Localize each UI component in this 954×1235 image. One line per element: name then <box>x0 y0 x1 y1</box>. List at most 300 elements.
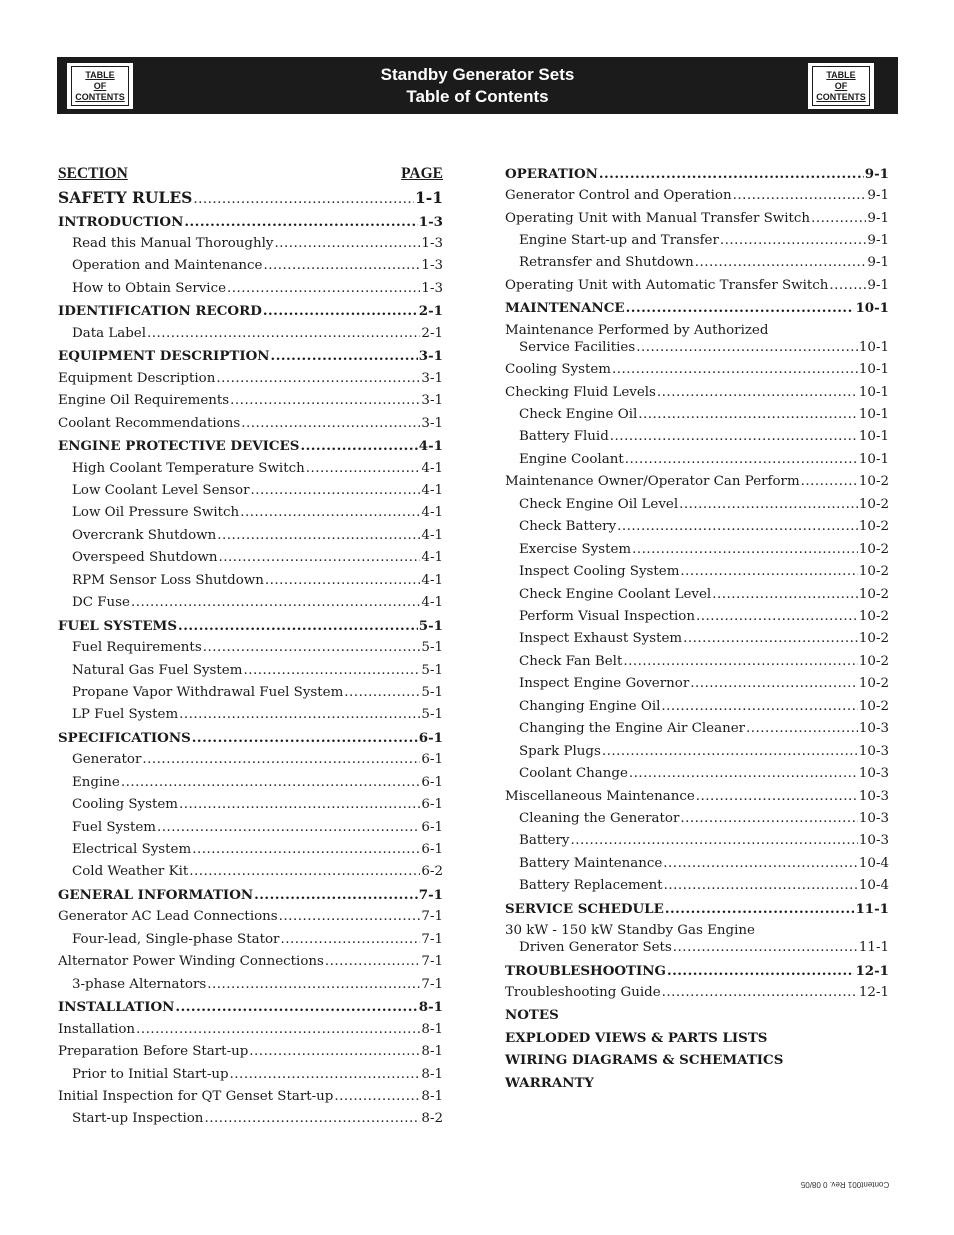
dot-leader <box>271 346 418 366</box>
toc-entry-label: Cleaning the Generator <box>519 811 680 826</box>
dot-leader <box>829 276 866 296</box>
title-line-2: Table of Contents <box>406 87 549 106</box>
dot-leader <box>230 1065 421 1085</box>
toc-entry[interactable] <box>58 593 443 613</box>
toc-entry-page: 5-1 <box>421 685 443 700</box>
toc-entry-page: 1-1 <box>414 188 443 207</box>
toc-entry[interactable] <box>58 188 443 208</box>
dot-leader <box>683 629 858 649</box>
toc-entry-page: 10-3 <box>858 811 889 826</box>
toc-entry[interactable] <box>58 952 443 972</box>
dot-leader <box>230 391 420 411</box>
dot-leader <box>216 369 420 389</box>
toc-entry-page: 4-1 <box>421 461 443 476</box>
toc-entry-label: Four-lead, Single-phase Stator <box>72 932 280 947</box>
toc-entry-page: 9-1 <box>867 188 889 203</box>
toc-entry-label: Driven Generator Sets <box>519 940 672 955</box>
toc-entry[interactable] <box>58 369 443 389</box>
dot-leader <box>142 750 420 770</box>
toc-entry[interactable] <box>58 705 443 725</box>
dot-leader <box>629 764 858 784</box>
toc-entry-label: WIRING DIAGRAMS & SCHEMATICS <box>505 1052 784 1068</box>
dot-leader <box>667 961 855 981</box>
dot-leader <box>280 930 420 950</box>
toc-entry-page: 5-1 <box>421 663 443 678</box>
toc-entry[interactable] <box>505 585 889 605</box>
toc-entry[interactable] <box>505 472 889 492</box>
toc-entry-label: Propane Vapor Withdrawal Fuel System <box>72 685 344 700</box>
toc-entry-page: 5-1 <box>418 618 443 634</box>
dot-leader <box>690 674 858 694</box>
toc-entry[interactable] <box>505 405 889 425</box>
dot-leader <box>626 298 855 318</box>
toc-entry-label: Overcrank Shutdown <box>72 528 217 543</box>
toc-entry-page: 1-3 <box>418 214 443 230</box>
toc-entry-label: Exercise System <box>519 542 632 557</box>
toc-entry-label: Check Engine Coolant Level <box>519 587 712 602</box>
toc-entry-label: Retransfer and Shutdown <box>519 255 694 270</box>
toc-entry-page: 10-2 <box>858 497 889 512</box>
toc-button-word: OF <box>93 80 107 91</box>
toc-entry[interactable] <box>505 961 889 981</box>
dot-leader <box>254 885 418 905</box>
toc-button-word: TABLE <box>85 69 115 80</box>
toc-entry[interactable] <box>58 907 443 927</box>
toc-entry[interactable] <box>58 1087 443 1107</box>
dot-leader <box>664 876 858 896</box>
dot-leader <box>189 862 420 882</box>
toc-entry[interactable] <box>505 517 889 537</box>
dot-leader <box>638 405 858 425</box>
dot-leader <box>746 719 858 739</box>
toc-entry-label: Perform Visual Inspection <box>519 609 695 624</box>
toc-entry-page: 10-4 <box>858 878 889 893</box>
toc-entry-label: Coolant Change <box>519 766 628 781</box>
dot-leader <box>207 975 420 995</box>
toc-entry[interactable] <box>505 607 889 627</box>
toc-entry[interactable] <box>58 975 443 995</box>
toc-entry-page: 5-1 <box>421 707 443 722</box>
dot-leader <box>179 705 420 725</box>
toc-entry-label: Equipment Description <box>58 371 216 386</box>
toc-entry-page: 10-3 <box>858 789 889 804</box>
dot-leader <box>636 338 858 358</box>
dot-leader <box>121 773 421 793</box>
toc-entry-label: Fuel System <box>72 820 156 835</box>
toc-entry-label: OPERATION <box>505 166 598 182</box>
toc-entry-page: 4-1 <box>421 505 443 520</box>
toc-entry[interactable] <box>505 983 889 1003</box>
dot-leader <box>279 907 421 927</box>
table-of-contents-button-left[interactable] <box>67 63 133 109</box>
toc-entry[interactable] <box>58 324 443 344</box>
toc-entry-page: 1-3 <box>421 258 443 273</box>
toc-entry[interactable] <box>58 234 443 254</box>
dot-leader <box>801 472 858 492</box>
header-bar <box>57 57 898 114</box>
toc-entry[interactable] <box>505 562 889 582</box>
toc-entry-page: 8-1 <box>421 1089 443 1104</box>
toc-entry-page: 11-1 <box>858 940 889 955</box>
toc-entry-label: Miscellaneous Maintenance <box>505 789 695 804</box>
toc-entry[interactable] <box>58 728 443 748</box>
toc-entry[interactable] <box>505 1005 889 1025</box>
toc-entry-page: 9-1 <box>867 255 889 270</box>
dot-leader <box>665 899 855 919</box>
toc-entry-label: Overspeed Shutdown <box>72 550 218 565</box>
toc-entry[interactable] <box>505 383 889 403</box>
dot-leader <box>663 854 858 874</box>
toc-entry[interactable] <box>58 1109 443 1129</box>
dot-leader <box>178 616 418 636</box>
toc-entry-label: Battery Maintenance <box>519 856 663 871</box>
toc-entry-label: LP Fuel System <box>72 707 179 722</box>
dot-leader <box>184 212 417 232</box>
dot-leader <box>203 638 421 658</box>
toc-entry-page: 9-1 <box>867 211 889 226</box>
toc-entry[interactable] <box>58 414 443 434</box>
toc-entry[interactable] <box>58 548 443 568</box>
toc-entry[interactable] <box>58 997 443 1017</box>
toc-entry[interactable] <box>505 231 889 251</box>
dot-leader <box>227 279 420 299</box>
toc-entry-page: 7-1 <box>421 909 443 924</box>
toc-entry[interactable] <box>58 616 443 636</box>
toc-entry[interactable] <box>58 346 443 366</box>
toc-entry-label: 30 kW - 150 kW Standby Gas Engine <box>505 923 755 938</box>
toc-entry-page: 11-1 <box>855 901 889 917</box>
toc-entry[interactable] <box>58 503 443 523</box>
dot-leader <box>334 1087 420 1107</box>
toc-entry-label: Battery <box>519 833 570 848</box>
toc-entry-label: RPM Sensor Loss Shutdown <box>72 573 264 588</box>
toc-entry-page: 6-1 <box>421 842 443 857</box>
toc-entry[interactable] <box>505 652 889 672</box>
dot-leader <box>662 983 858 1003</box>
toc-entry-page: 10-3 <box>858 744 889 759</box>
toc-button-word: CONTENTS <box>816 91 866 102</box>
toc-entry-page: 1-3 <box>421 236 443 251</box>
toc-entry-label: Spark Plugs <box>519 744 601 759</box>
toc-entry[interactable] <box>58 1042 443 1062</box>
toc-entry-page: 10-3 <box>858 766 889 781</box>
toc-entry-page: 10-1 <box>858 452 889 467</box>
toc-entry[interactable] <box>58 930 443 950</box>
toc-entry-label: How to Obtain Service <box>72 281 227 296</box>
toc-entry-label: Operating Unit with Automatic Transfer Switch <box>505 278 829 293</box>
toc-entry-page: 10-2 <box>858 699 889 714</box>
toc-entry[interactable] <box>505 495 889 515</box>
toc-entry-label: TROUBLESHOOTING <box>505 963 666 979</box>
dot-leader <box>696 607 858 627</box>
toc-entry-page: 9-1 <box>867 278 889 293</box>
toc-entry-label: Battery Replacement <box>519 878 663 893</box>
toc-entry-page: 6-1 <box>421 797 443 812</box>
toc-entry-label: Generator AC Lead Connections <box>58 909 278 924</box>
toc-entry-label: EQUIPMENT DESCRIPTION <box>58 348 270 364</box>
toc-entry-label: SERVICE SCHEDULE <box>505 901 664 917</box>
toc-entry-label: ENGINE PROTECTIVE DEVICES <box>58 438 300 454</box>
dot-leader <box>249 1042 420 1062</box>
toc-entry-label: GENERAL INFORMATION <box>58 887 254 903</box>
toc-entry-label: Operation and Maintenance <box>72 258 263 273</box>
toc-entry[interactable] <box>505 831 889 851</box>
toc-entry-label: Data Label <box>72 326 146 341</box>
document-code: Content001 Rev. 0 08/05 <box>800 1180 890 1189</box>
toc-entry-page: 1-3 <box>421 281 443 296</box>
dot-leader <box>733 186 867 206</box>
toc-entry[interactable] <box>58 661 443 681</box>
toc-entry-label: FUEL SYSTEMS <box>58 618 178 634</box>
toc-entry[interactable] <box>505 186 889 206</box>
dot-leader <box>179 795 420 815</box>
dot-leader <box>720 231 867 251</box>
toc-entry[interactable] <box>505 427 889 447</box>
toc-entry[interactable] <box>58 301 443 321</box>
toc-entry[interactable] <box>505 719 889 739</box>
toc-entry[interactable] <box>505 938 889 958</box>
dot-leader <box>599 164 864 184</box>
toc-entry-label: Low Oil Pressure Switch <box>72 505 240 520</box>
toc-entry-label: Maintenance Performed by Authorized <box>505 323 769 338</box>
dot-leader <box>263 301 418 321</box>
toc-entry[interactable] <box>505 854 889 874</box>
toc-entry[interactable] <box>58 638 443 658</box>
toc-entry[interactable] <box>505 450 889 470</box>
toc-entry[interactable] <box>505 540 889 560</box>
dot-leader <box>602 742 858 762</box>
toc-entry-page: 8-1 <box>421 1067 443 1082</box>
dot-leader <box>240 503 420 523</box>
toc-entry-label: Coolant Recommendations <box>58 416 241 431</box>
dot-leader <box>192 728 418 748</box>
toc-entry-page: 10-1 <box>858 385 889 400</box>
toc-entry[interactable] <box>505 164 889 184</box>
toc-entry[interactable] <box>58 750 443 770</box>
dot-leader <box>300 436 417 456</box>
toc-entry-label: Cooling System <box>505 362 612 377</box>
dot-leader <box>274 234 420 254</box>
toc-entry[interactable] <box>505 674 889 694</box>
toc-entry[interactable] <box>58 683 443 703</box>
toc-entry-label: IDENTIFICATION RECORD <box>58 303 262 319</box>
toc-entry-page: 10-2 <box>858 564 889 579</box>
toc-entry-page: 4-1 <box>421 528 443 543</box>
toc-entry[interactable] <box>505 338 889 358</box>
dot-leader <box>661 697 858 717</box>
toc-entry-page: 10-4 <box>858 856 889 871</box>
toc-entry-label: EXPLODED VIEWS & PARTS LISTS <box>505 1030 768 1046</box>
toc-entry[interactable] <box>505 1073 889 1093</box>
toc-entry-label: INSTALLATION <box>58 999 175 1015</box>
toc-entry-label: Installation <box>58 1022 136 1037</box>
toc-entry-page: 10-1 <box>858 407 889 422</box>
toc-entry[interactable] <box>505 629 889 649</box>
toc-entry[interactable] <box>505 1028 889 1048</box>
dot-leader <box>617 517 858 537</box>
toc-entry-label: Low Coolant Level Sensor <box>72 483 250 498</box>
toc-entry[interactable] <box>505 787 889 807</box>
toc-entry[interactable] <box>505 809 889 829</box>
toc-entry-page: 10-2 <box>858 609 889 624</box>
toc-button-word: OF <box>834 80 848 91</box>
dot-leader <box>625 450 858 470</box>
toc-entry-page: 8-1 <box>421 1022 443 1037</box>
toc-entry-label: Electrical System <box>72 842 192 857</box>
toc-entry-label: Initial Inspection for QT Genset Start-up <box>58 1089 334 1104</box>
toc-entry[interactable] <box>58 481 443 501</box>
toc-entry-label: Natural Gas Fuel System <box>72 663 243 678</box>
dot-leader <box>712 585 858 605</box>
toc-entry-page: 12-1 <box>858 985 889 1000</box>
toc-entry-label: Inspect Cooling System <box>519 564 680 579</box>
toc-entry-page: 10-2 <box>858 542 889 557</box>
toc-entry-page: 3-1 <box>421 393 443 408</box>
toc-entry[interactable] <box>505 764 889 784</box>
toc-button-frame <box>812 66 870 106</box>
toc-entry-label: Engine Coolant <box>519 452 624 467</box>
toc-entry[interactable] <box>58 818 443 838</box>
dot-leader <box>136 1020 420 1040</box>
dot-leader <box>263 256 420 276</box>
toc-entry[interactable] <box>505 298 889 318</box>
toc-entry-page: 8-1 <box>421 1044 443 1059</box>
toc-entry-label: Cooling System <box>72 797 179 812</box>
toc-entry <box>58 164 443 184</box>
dot-leader <box>241 414 420 434</box>
toc-entry-page: 10-1 <box>858 429 889 444</box>
toc-entry-page: 8-1 <box>418 999 443 1015</box>
dot-leader <box>696 787 858 807</box>
toc-entry[interactable] <box>58 279 443 299</box>
toc-entry[interactable] <box>58 1020 443 1040</box>
toc-entry-label: Checking Fluid Levels <box>505 385 656 400</box>
dot-leader <box>610 427 858 447</box>
toc-entry-page: 12-1 <box>855 963 889 979</box>
toc-entry[interactable] <box>58 436 443 456</box>
toc-entry-label: Engine Start-up and Transfer <box>519 233 719 248</box>
toc-entry-page: 10-1 <box>855 300 889 316</box>
toc-entry-page: 7-1 <box>421 932 443 947</box>
toc-entry-label: INTRODUCTION <box>58 214 184 230</box>
toc-entry[interactable] <box>58 885 443 905</box>
toc-entry[interactable] <box>505 209 889 229</box>
dot-leader <box>657 383 858 403</box>
dot-leader <box>632 540 858 560</box>
dot-leader <box>193 190 414 210</box>
toc-entry[interactable] <box>505 742 889 762</box>
toc-entry-label: Check Battery <box>519 519 617 534</box>
toc-entry-label: Engine Oil Requirements <box>58 393 230 408</box>
toc-entry-page: 10-1 <box>858 340 889 355</box>
toc-entry-label: MAINTENANCE <box>505 300 625 316</box>
toc-entry-page: 10-2 <box>858 474 889 489</box>
toc-entry-page: 10-3 <box>858 833 889 848</box>
toc-entry[interactable] <box>58 256 443 276</box>
toc-entry[interactable] <box>505 253 889 273</box>
toc-entry-label: Check Engine Oil <box>519 407 638 422</box>
toc-entry-page: 8-2 <box>421 1111 443 1126</box>
toc-entry-label: Changing Engine Oil <box>519 699 661 714</box>
toc-entry-label: Fuel Requirements <box>72 640 202 655</box>
dot-leader <box>175 997 417 1017</box>
toc-entry[interactable] <box>505 276 889 296</box>
dot-leader <box>679 495 858 515</box>
toc-entry-page: 4-1 <box>421 595 443 610</box>
toc-entry-page: 10-2 <box>858 654 889 669</box>
page-title <box>177 64 778 108</box>
toc-entry[interactable] <box>505 1050 889 1070</box>
toc-entry[interactable] <box>505 876 889 896</box>
toc-entry-label: Generator <box>72 752 142 767</box>
toc-entry-label: Start-up Inspection <box>72 1111 204 1126</box>
toc-entry-label: SPECIFICATIONS <box>58 730 191 746</box>
dot-leader <box>680 809 858 829</box>
toc-entry-page: 2-1 <box>421 326 443 341</box>
toc-entry-label: Engine <box>72 775 120 790</box>
toc-entry[interactable] <box>58 862 443 882</box>
dot-leader <box>204 1109 420 1129</box>
toc-entry-page: 10-2 <box>858 631 889 646</box>
toc-entry[interactable] <box>58 571 443 591</box>
toc-entry-label: Operating Unit with Manual Transfer Switch <box>505 211 811 226</box>
toc-entry-label: Generator Control and Operation <box>505 188 732 203</box>
toc-entry-label: Alternator Power Winding Connections <box>58 954 324 969</box>
title-line-1: Standby Generator Sets <box>380 65 575 84</box>
dot-leader <box>325 952 421 972</box>
toc-entry-label: NOTES <box>505 1007 559 1023</box>
toc-entry-page: 7-1 <box>421 954 443 969</box>
toc-entry-label: Changing the Engine Air Cleaner <box>519 721 746 736</box>
dot-leader <box>344 683 420 703</box>
toc-entry[interactable] <box>505 899 889 919</box>
toc-button-word: TABLE <box>826 69 856 80</box>
toc-entry-page: 7-1 <box>421 977 443 992</box>
dot-leader <box>243 661 420 681</box>
dot-leader <box>147 324 420 344</box>
toc-entry-page: 5-1 <box>421 640 443 655</box>
toc-entry-page: 6-1 <box>418 730 443 746</box>
toc-entry-page: 3-1 <box>421 371 443 386</box>
toc-entry-page: 10-2 <box>858 587 889 602</box>
toc-entry-label: Inspect Exhaust System <box>519 631 683 646</box>
toc-entry-label: WARRANTY <box>505 1075 594 1091</box>
toc-entry-label: Troubleshooting Guide <box>505 985 661 1000</box>
toc-entry[interactable] <box>58 391 443 411</box>
toc-entry[interactable] <box>58 526 443 546</box>
toc-entry-page: 6-1 <box>421 775 443 790</box>
toc-entry[interactable] <box>58 212 443 232</box>
toc-entry-page: 4-1 <box>421 550 443 565</box>
toc-entry-page: 10-2 <box>858 519 889 534</box>
toc-entry-page: 9-1 <box>867 233 889 248</box>
toc-button-frame <box>71 66 129 106</box>
toc-entry[interactable] <box>505 360 889 380</box>
dot-leader <box>673 938 858 958</box>
toc-entry[interactable] <box>58 459 443 479</box>
toc-entry[interactable] <box>505 697 889 717</box>
dot-leader <box>570 831 857 851</box>
toc-entry[interactable] <box>58 795 443 815</box>
toc-entry[interactable] <box>58 773 443 793</box>
toc-entry[interactable] <box>58 840 443 860</box>
toc-entry[interactable] <box>58 1065 443 1085</box>
table-of-contents-button-right[interactable] <box>808 63 874 109</box>
dot-leader <box>695 253 867 273</box>
toc-entry-label: Preparation Before Start-up <box>58 1044 249 1059</box>
toc-entry-page: 3-1 <box>421 416 443 431</box>
toc-entry-page: 4-1 <box>421 573 443 588</box>
